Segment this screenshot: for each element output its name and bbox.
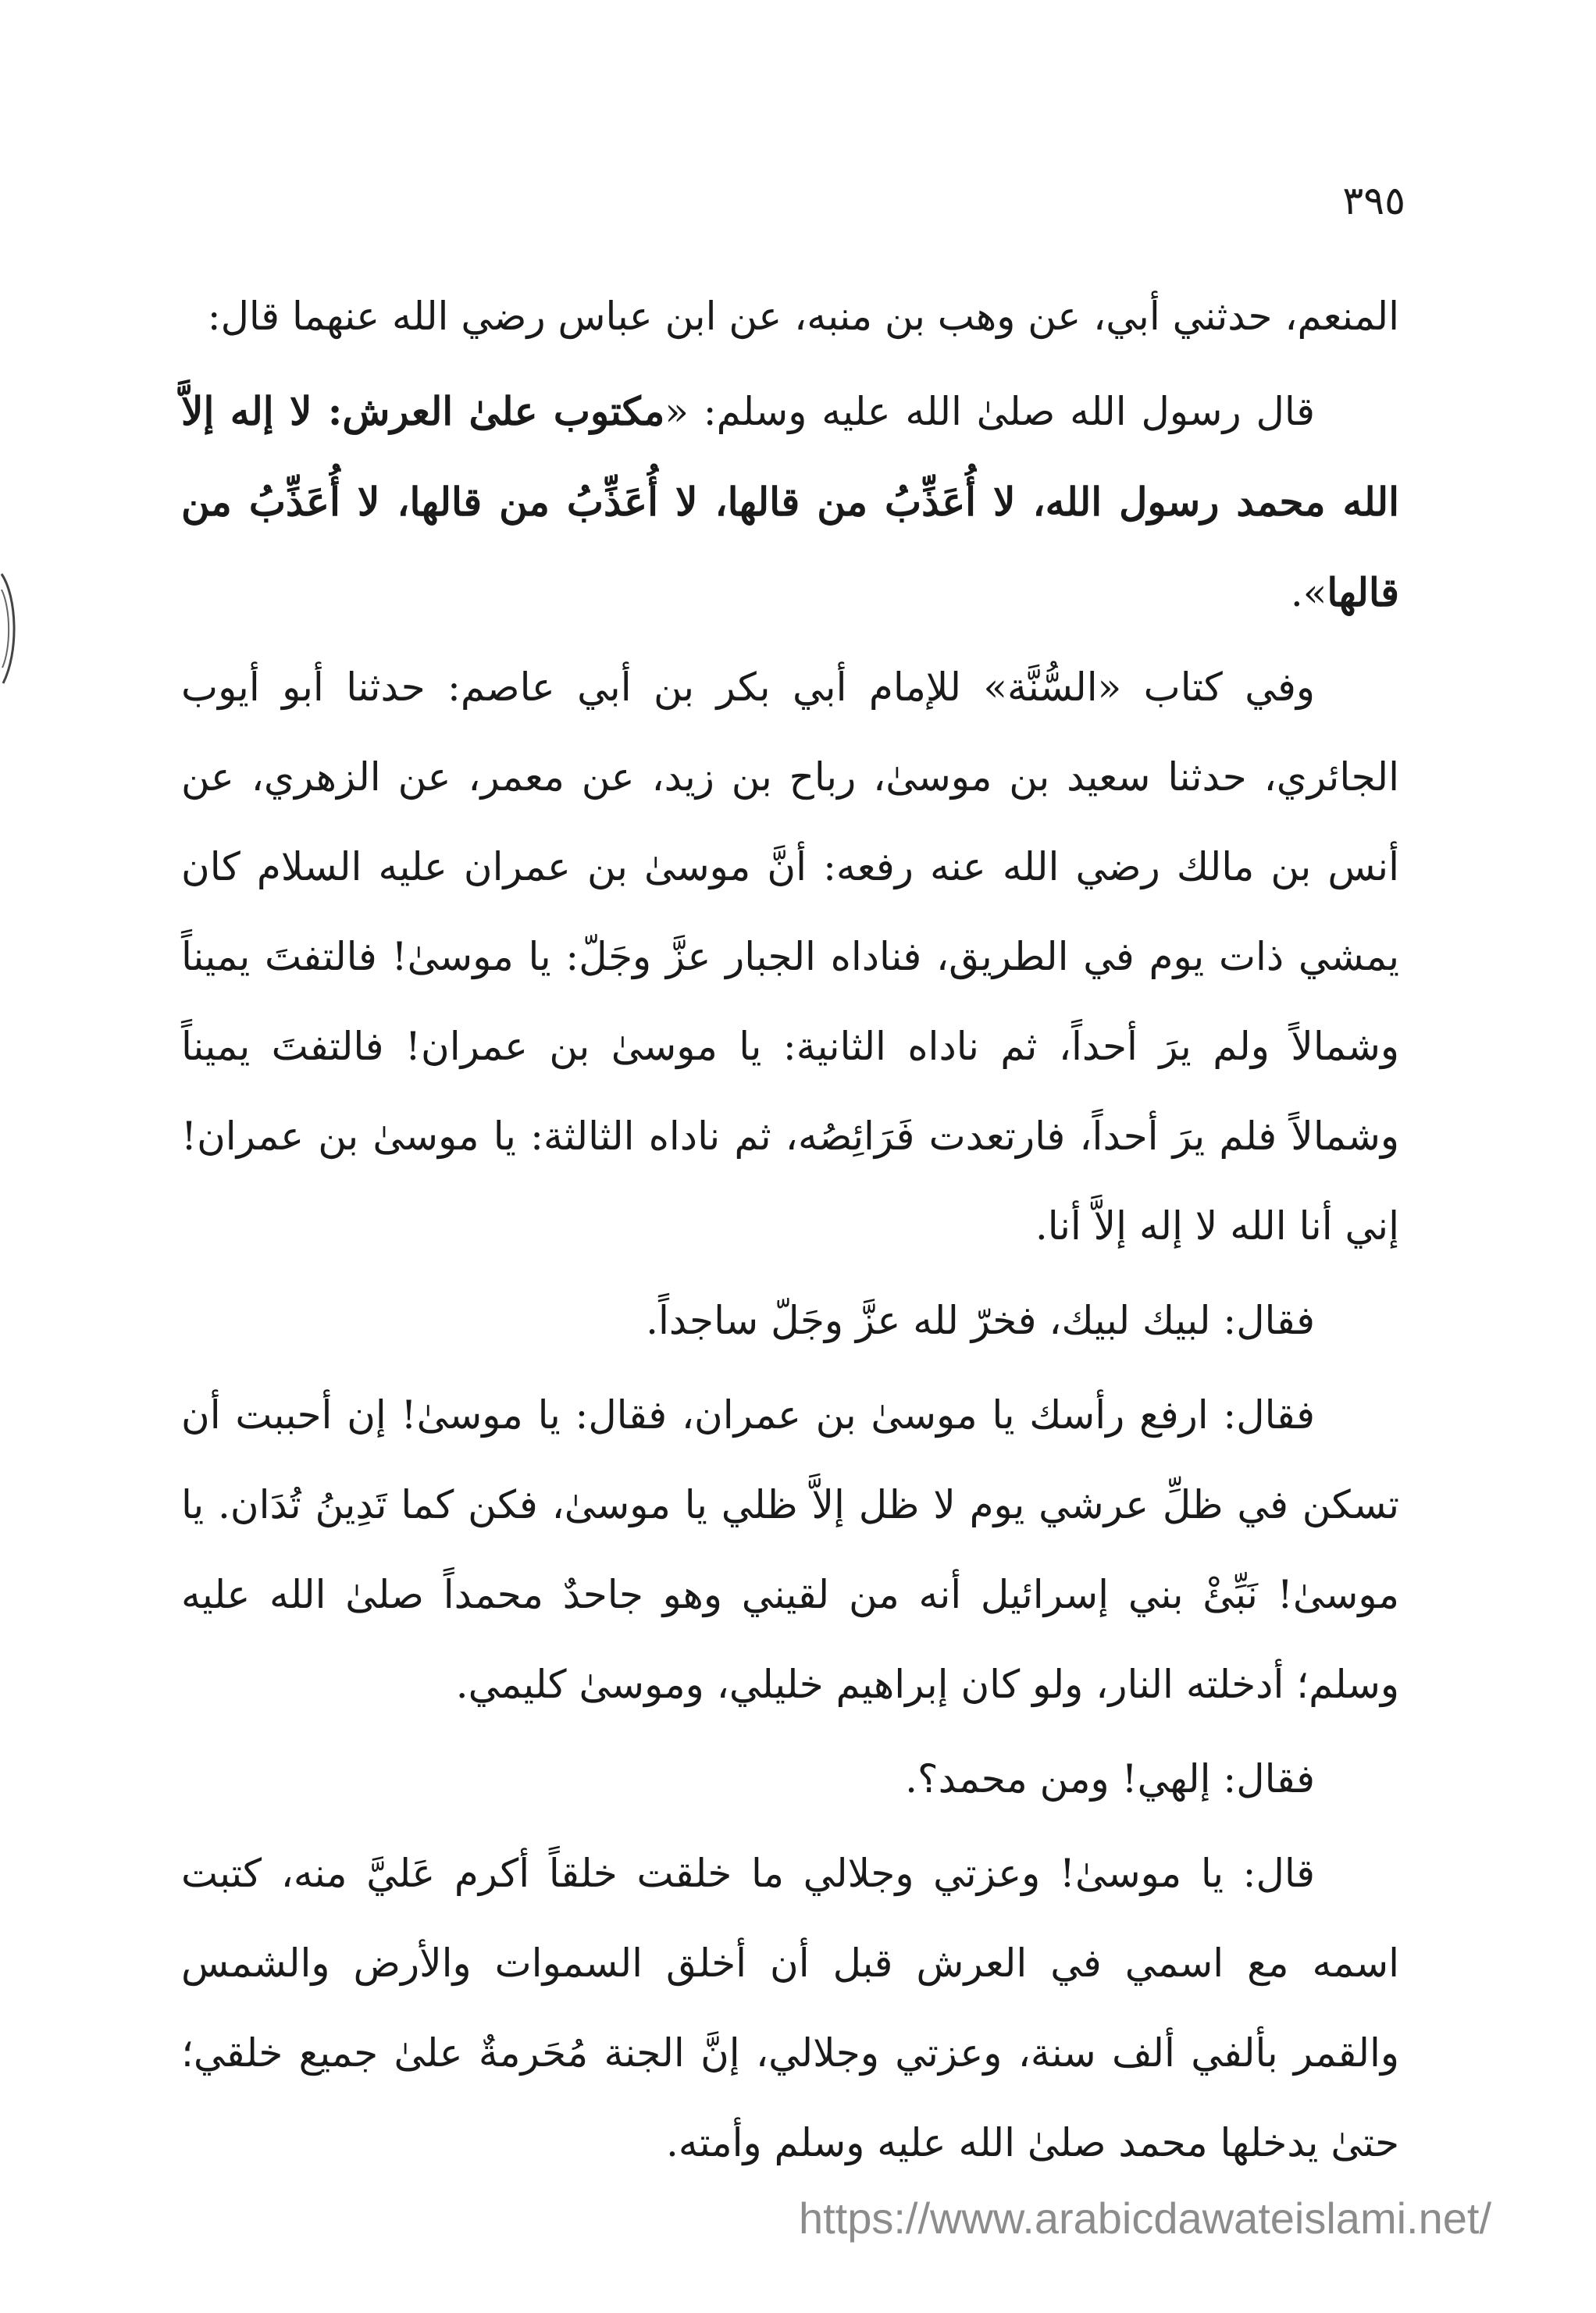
paragraph-p2 <box>181 366 1399 638</box>
paragraph-text: ». <box>1290 570 1327 615</box>
paragraph-p4 <box>181 1276 1399 1366</box>
paragraph-text: فقال: إلهي! ومن محمد؟. <box>905 1756 1315 1802</box>
paragraph-p3 <box>181 643 1399 1271</box>
paragraph-p5 <box>181 1370 1399 1730</box>
paragraph-text: فقال: لبيك لبيك، فخرّ لله عزَّ وجَلّ ساجداً. <box>646 1298 1315 1343</box>
paragraph-text: قال رسول الله صلىٰ الله عليه وسلم: « <box>664 389 1315 434</box>
paragraph-p1 <box>181 272 1399 362</box>
watermark-url: https://www.arabicdawateislami.net/ <box>798 2194 1491 2243</box>
paragraph-text: المنعم، حدثني أبي، عن وهب بن منبه، عن ابن عباس رضي الله عنهما قال: <box>207 294 1399 339</box>
body-text <box>181 272 1399 2193</box>
bold-quote-text: مكتوب علىٰ العرش: لا إله إلاَّ الله محمد رسول الله، لا أُعَذِّبُ من قالها، لا أُعَذِّبُ من قالها، لا أُعَذِّبُ من قالها <box>181 388 1399 615</box>
paragraph-text: قال: يا موسىٰ! وعزتي وجلالي ما خلقت خلقاً أكرم عَليَّ منه، كتبت اسمه مع اسمي في العرش قبل أن أخلق السموات والأرض والشمس والقمر بألفي ألف سنة، وعزتي وجلالي، إنَّ الجنة مُحَرمةٌ علىٰ جميع خلقي؛ حتىٰ يدخلها محمد صلىٰ الله عليه وسلم وأمته. <box>181 1851 1399 2165</box>
paragraph-text: وفي كتاب «السُّنَّة» للإمام أبي بكر بن أبي عاصم: حدثنا أبو أيوب الجائري، حدثنا سعيد بن موسىٰ، رباح بن زيد، عن معمر، عن الزهري، عن أنس بن مالك رضي الله عنه رفعه: أنَّ موسىٰ بن عمران عليه السلام كان يمشي ذات يوم في الطريق، فناداه الجبار عزَّ وجَلّ: يا موسىٰ! فالتفتَ يميناً وشمالاً ولم يرَ أحداً، ثم ناداه الثانية: يا موسىٰ بن عمران! فالتفتَ يميناً وشمالاً فلم يرَ أحداً، فارتعدت فَرَائِصُه، ثم ناداه الثالثة: يا موسىٰ بن عمران! إني أنا الله لا إله إلاَّ أنا. <box>181 665 1399 1249</box>
binding-edge-mark <box>0 566 23 691</box>
paragraph-text: فقال: ارفع رأسك يا موسىٰ بن عمران، فقال: يا موسىٰ! إن أحببت أن تسكن في ظلِّ عرشي يوم لا ظل إلاَّ ظلي يا موسىٰ، فكن كما تَدِينُ تُدَان. يا موسىٰ! نَبِّئْ بني إسرائيل أنه من لقيني وهو جاحدٌ محمداً صلىٰ الله عليه وسلم؛ أدخلته النار، ولو كان إبراهيم خليلي، وموسىٰ كليمي. <box>181 1392 1399 1707</box>
paragraph-p7 <box>181 1829 1399 2188</box>
page-number: ٣٩٥ <box>1342 178 1405 223</box>
paragraph-p6 <box>181 1734 1399 1824</box>
